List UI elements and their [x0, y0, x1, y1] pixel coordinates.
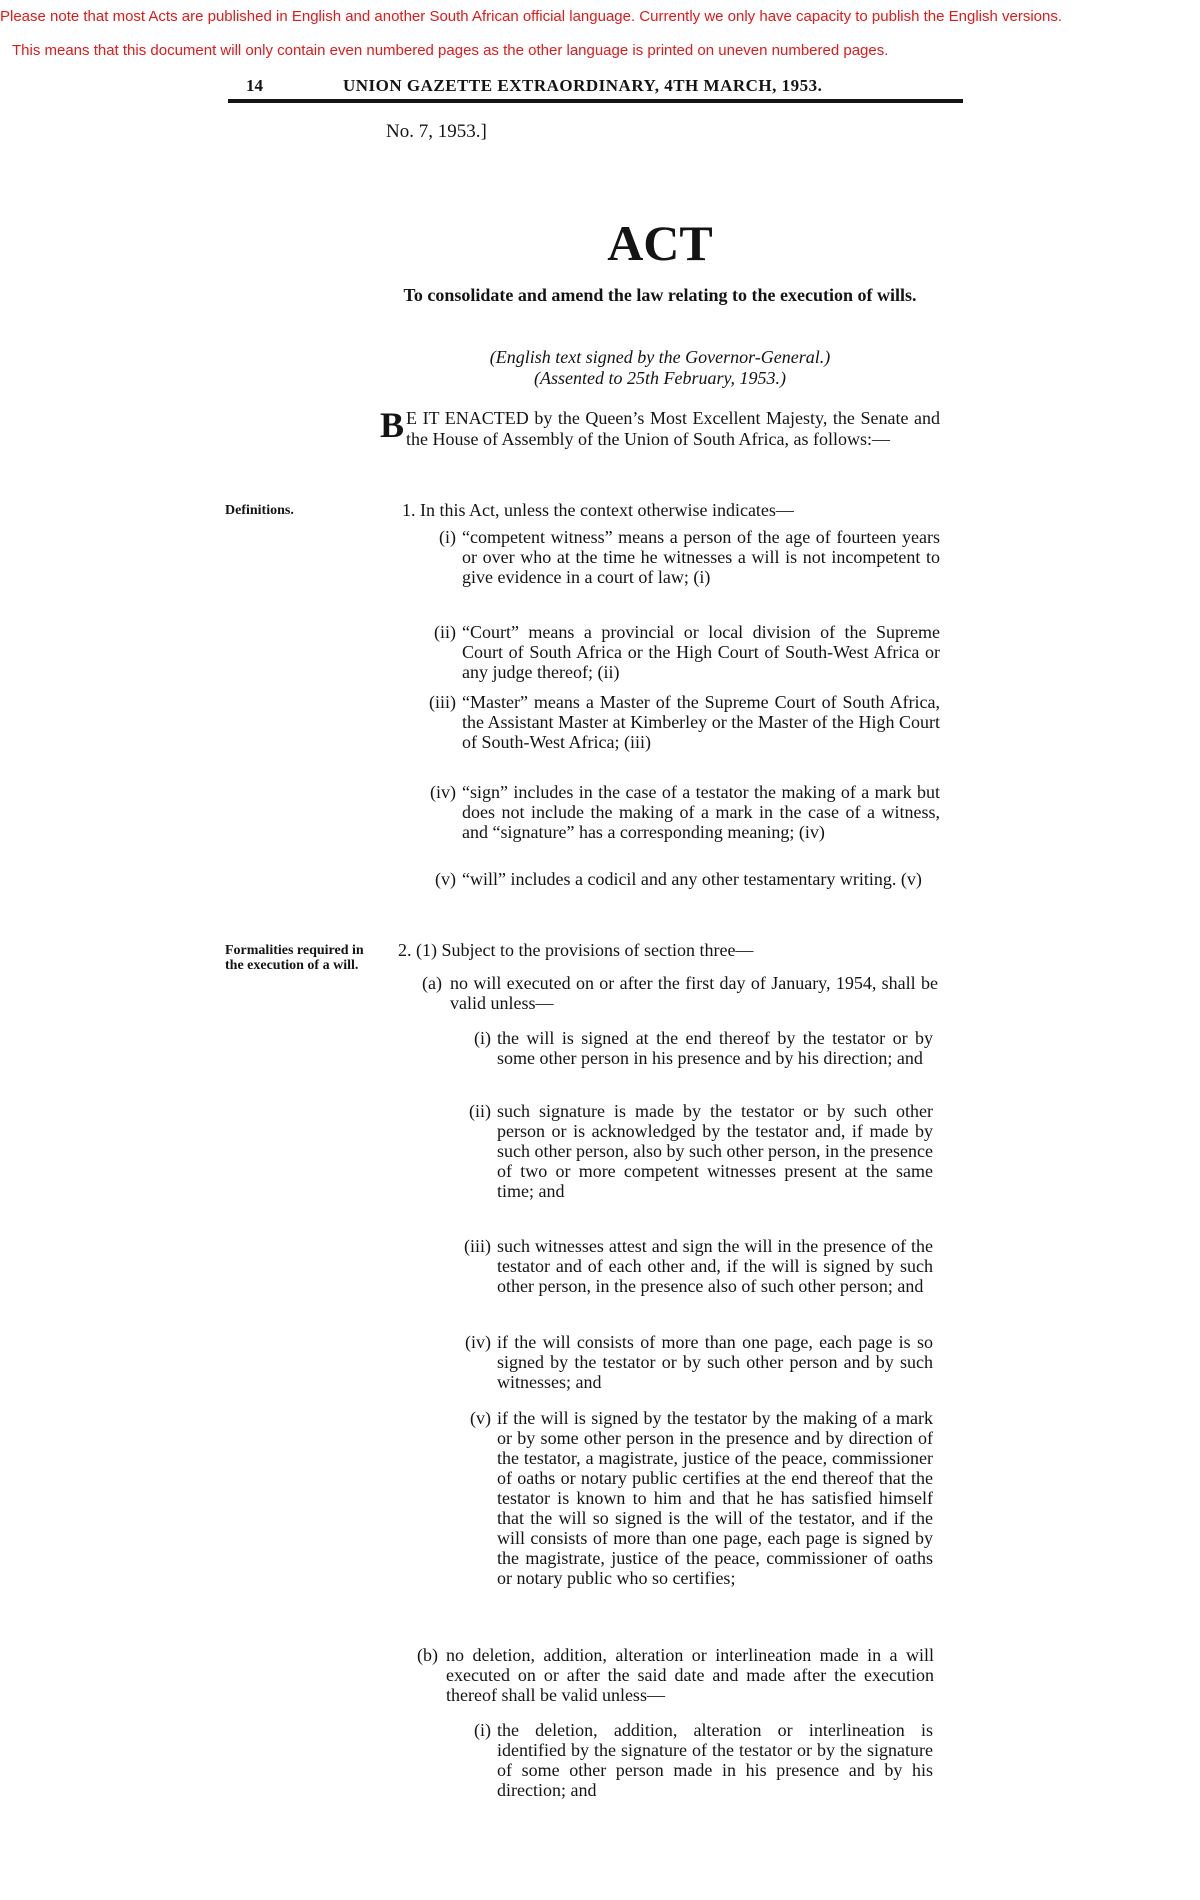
act-long-title: To consolidate and amend the law relating to the execution of wills. [403, 285, 917, 305]
definition-number: (iii) [429, 692, 456, 712]
section-1-intro: 1. In this Act, unless the context otherwise indicates— [402, 500, 794, 520]
subparagraph-a-iii: such witnesses attest and sign the will in the presence of the testator and of each other and, if the will is signed by such other person, in the presence also of such other person; and [497, 1236, 933, 1296]
definition-number: (ii) [434, 622, 456, 642]
subparagraph-number: (iv) [465, 1332, 491, 1352]
paragraph-a-number: (a) [422, 973, 442, 993]
drop-cap: B [380, 405, 405, 445]
header-rule [228, 99, 963, 103]
subparagraph-a-iv: if the will consists of more than one page, each page is so signed by the testator or by such other person and by such witnesses; and [497, 1332, 933, 1392]
definition-sign: “sign” includes in the case of a testator the making of a mark but does not include the making of a mark in the case of a witness, and “signature” has a corresponding meaning; (iv) [462, 782, 940, 842]
definition-court: “Court” means a provincial or local division of the Supreme Court of South Africa or the High Court of South-West Africa or any judge thereof; (ii) [462, 622, 940, 682]
definition-number: (i) [439, 527, 456, 547]
margin-note-formalities: Formalities required in the execution of a will. [225, 943, 364, 973]
paragraph-a: no will executed on or after the first day of January, 1954, shall be valid unless— [450, 973, 938, 1013]
signed-note: (English text signed by the Governor-General.) [489, 347, 831, 367]
subparagraph-number: (i) [474, 1720, 491, 1740]
definition-number: (iv) [430, 782, 456, 802]
enacting-text: E IT ENACTED by the Queen’s Most Excellent Majesty, the Senate and the House of Assembly of the Union of South Africa, as follows:— [406, 408, 940, 449]
subparagraph-b-i: the deletion, addition, alteration or interlineation is identified by the signature of the testator or by the signature of some other person made in his presence and by his direction; and [497, 1720, 933, 1800]
margin-note-definitions: Definitions. [225, 503, 294, 518]
page-number: 14 [246, 76, 263, 95]
subparagraph-number: (ii) [469, 1101, 491, 1121]
gazette-header [228, 76, 960, 100]
act-heading: ACT [607, 215, 713, 271]
publication-notice-line-2: This means that this document will only contain even numbered pages as the other language is printed on uneven numbered pages. [12, 42, 889, 59]
definition-master: “Master” means a Master of the Supreme Court of South Africa, the Assistant Master at Kimberley or the Master of the High Court of South-West Africa; (iii) [462, 692, 940, 752]
paragraph-b: no deletion, addition, alteration or interlineation made in a will executed on or after the said date and made after the execution thereof shall be valid unless— [446, 1645, 934, 1705]
paragraph-b-number: (b) [417, 1645, 438, 1665]
definition-competent-witness: “competent witness” means a person of the age of fourteen years or over who at the time he witnesses a will is not incompetent to give evidence in a court of law; (i) [462, 527, 940, 587]
gazette-title: UNION GAZETTE EXTRAORDINARY, 4TH MARCH, 1953. [343, 76, 823, 95]
publication-notice-line-1: Please note that most Acts are published in English and another South African official language. Currently we only have capacity to publish the English versions. [0, 8, 1063, 25]
subparagraph-a-v: if the will is signed by the testator by the making of a mark or by some other person in the presence and by direction of the testator, a magistrate, justice of the peace, commissioner of oaths or notary public certifies at the end thereof that the testator is known to him and that he has satisfied himself that the will so signed is the will of the testator, and if the will consists of more than one page, each page is signed by the magistrate, justice of the peace, commissioner of oaths or notary public who so certifies; [497, 1408, 933, 1588]
subparagraph-a-i: the will is signed at the end thereof by the testator or by some other person in his presence and by his direction; and [497, 1028, 933, 1068]
subparagraph-number: (iii) [464, 1236, 491, 1256]
definition-number: (v) [435, 869, 456, 889]
act-number: No. 7, 1953.] [386, 121, 487, 142]
section-2-intro: 2. (1) Subject to the provisions of section three— [398, 940, 754, 960]
subparagraph-number: (v) [470, 1408, 491, 1428]
definition-will: “will” includes a codicil and any other testamentary writing. (v) [462, 869, 922, 889]
subparagraph-number: (i) [474, 1028, 491, 1048]
subparagraph-a-ii: such signature is made by the testator or by such other person or is acknowledged by the testator and, if made by such other person, also by such other person, in the presence of two or more competent witnesses present at the same time; and [497, 1101, 933, 1201]
enacting-clause [380, 405, 940, 450]
assented-note: (Assented to 25th February, 1953.) [534, 368, 786, 388]
